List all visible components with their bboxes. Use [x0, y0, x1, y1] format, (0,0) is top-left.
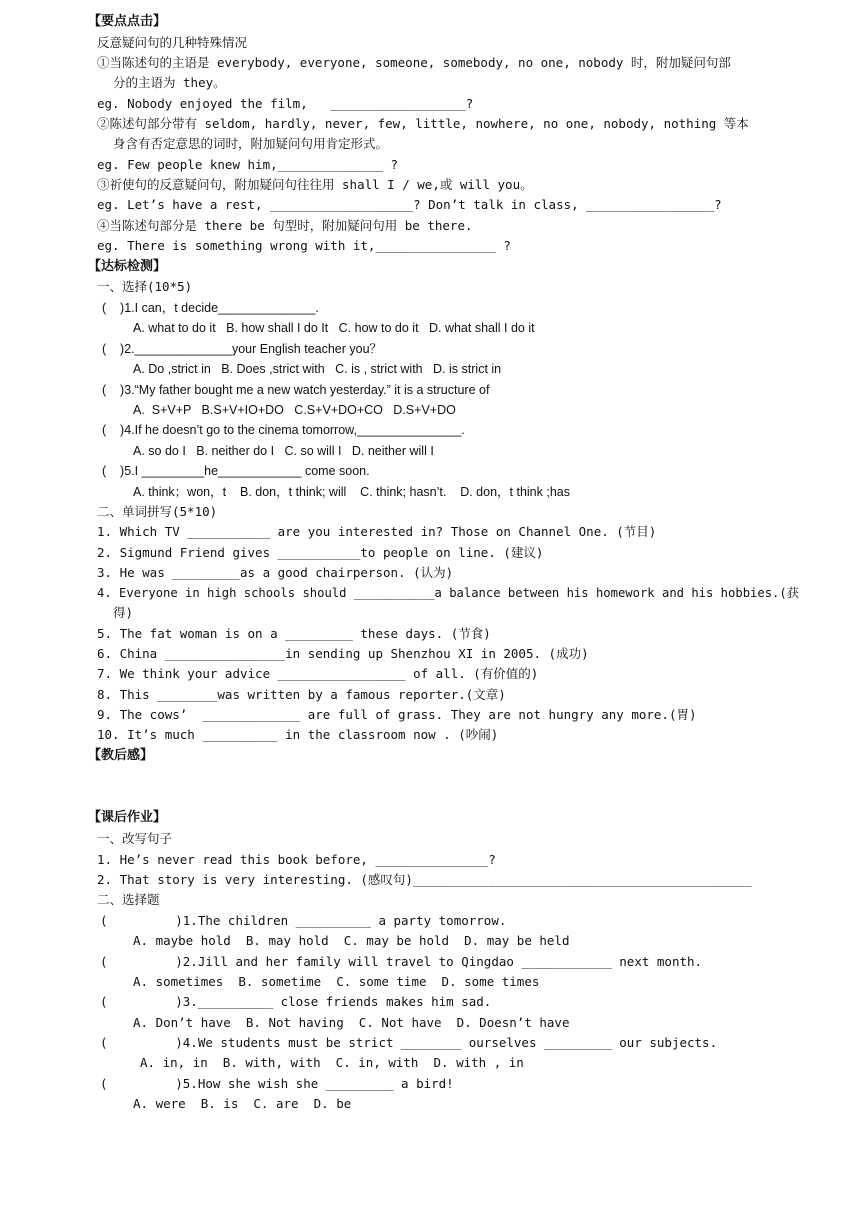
- homework-question-2-options: A. sometimes B. sometime C. some time D. some times: [133, 974, 540, 989]
- spelling-4-line-1: 4. Everyone in high schools should ___________a balance between his homework and his hobbies.(获: [97, 586, 799, 600]
- homework-question-3: ( )3.__________ close friends makes him sad.: [100, 994, 492, 1009]
- question-4-options: A. so do I B. neither do I C. so will I D. neither will I: [133, 444, 434, 458]
- assessment-heading: 【达标检测】: [88, 259, 167, 274]
- question-5: ( )5.I _________he____________ come soon.: [102, 464, 370, 478]
- spelling-section-title: 二、单词拼写(5*10): [97, 504, 218, 519]
- example-1: eg. Nobody enjoyed the film, __________________?: [97, 96, 474, 111]
- choice-section-title: 一、选择(10*5): [97, 279, 193, 294]
- spelling-4-line-2: 得): [113, 605, 134, 620]
- rewrite-1: 1. He’s never read this book before, _______________?: [97, 852, 496, 867]
- homework-question-5: ( )5.How she wish she _________ a bird!: [100, 1076, 454, 1091]
- spelling-5: 5. The fat woman is on a _________ these days. (节食): [97, 626, 491, 641]
- rule-1-line-1: ①当陈述句的主语是 everybody, everyone, someone, somebody, no one, nobody 时，附加疑问句部: [97, 55, 731, 70]
- question-2-options: A. Do ,strict in B. Does ,strict with C. is , strict with D. is strict in: [133, 362, 502, 376]
- spelling-1: 1. Which TV ___________ are you interested in? Those on Channel One. (节目): [97, 524, 657, 539]
- key-points-heading: 【要点点击】: [88, 14, 167, 29]
- rule-2-line-2: 身含有否定意思的词时，附加疑问句用肯定形式。: [113, 136, 389, 151]
- rule-3: ③祈使句的反意疑问句，附加疑问句往往用 shall I / we,或 will you。: [97, 177, 533, 192]
- spelling-3: 3. He was _________as a good chairperson. (认为): [97, 565, 454, 580]
- question-1: ( )1.I can，t decide______________.: [102, 301, 319, 315]
- spelling-9: 9. The cows’ _____________ are full of grass. They are not hungry any more.(胃): [97, 707, 697, 722]
- spelling-10: 10. It’s much __________ in the classroom now . (吵闹): [97, 727, 499, 742]
- choice-homework-title: 二、选择题: [97, 892, 160, 907]
- homework-question-5-options: A. were B. is C. are D. be: [133, 1096, 352, 1111]
- spelling-6: 6. China ________________in sending up Shenzhou XI in 2005. (成功): [97, 646, 589, 661]
- homework-question-4: ( )4.We students must be strict ________ ourselves _________ our subjects.: [100, 1035, 718, 1050]
- example-3: eg. Let’s have a rest, ___________________? Don’t talk in class, _________________?: [97, 197, 722, 212]
- rule-4: ④当陈述句部分是 there be 句型时，附加疑问句用 be there.: [97, 218, 473, 233]
- question-5-options: A. think；won，t B. don，t think; will C. think; hasn’t. D. don，t think ;has: [133, 485, 570, 499]
- rewrite-section-title: 一、改写句子: [97, 831, 173, 846]
- question-3: ( )3.“My father bought me a new watch yesterday.” it is a structure of: [102, 383, 490, 397]
- rule-2-line-1: ②陈述句部分带有 seldom, hardly, never, few, little, nowhere, no one, nobody, nothing 等本: [97, 116, 749, 131]
- key-points-intro: 反意疑问句的几种特殊情况: [97, 35, 248, 50]
- homework-question-4-options: A. in, in B. with, with C. in, with D. with , in: [140, 1055, 524, 1070]
- spelling-8: 8. This ________was written by a famous reporter.(文章): [97, 687, 506, 702]
- spelling-2: 2. Sigmund Friend gives ___________to people on line. (建议): [97, 545, 544, 560]
- question-4: ( )4.If he doesn’t go to the cinema tomorrow,_______________.: [102, 423, 465, 437]
- example-2: eg. Few people knew him,______________ ?: [97, 157, 399, 172]
- question-3-options: A. S+V+P B.S+V+IO+DO C.S+V+DO+CO D.S+V+DO: [133, 403, 456, 417]
- homework-question-1-options: A. maybe hold B. may hold C. may be hold D. may be held: [133, 933, 570, 948]
- rule-1-line-2: 分的主语为 they。: [113, 75, 226, 90]
- homework-question-1: ( )1.The children __________ a party tomorrow.: [100, 913, 507, 928]
- rewrite-2: 2. That story is very interesting. (感叹句)_____________________________________________: [97, 872, 752, 887]
- question-1-options: A. what to do it B. how shall I do It C. how to do it D. what shall I do it: [133, 321, 535, 335]
- homework-heading: 【课后作业】: [88, 810, 167, 825]
- spelling-7: 7. We think your advice _________________ of all. (有价值的): [97, 666, 539, 681]
- example-4: eg. There is something wrong with it,________________ ?: [97, 238, 511, 253]
- question-2: ( )2.______________your English teacher you？: [102, 342, 383, 356]
- reflection-heading: 【教后感】: [88, 748, 154, 763]
- homework-question-2: ( )2.Jill and her family will travel to Qingdao ____________ next month.: [100, 954, 703, 969]
- homework-question-3-options: A. Don’t have B. Not having C. Not have D. Doesn’t have: [133, 1015, 570, 1030]
